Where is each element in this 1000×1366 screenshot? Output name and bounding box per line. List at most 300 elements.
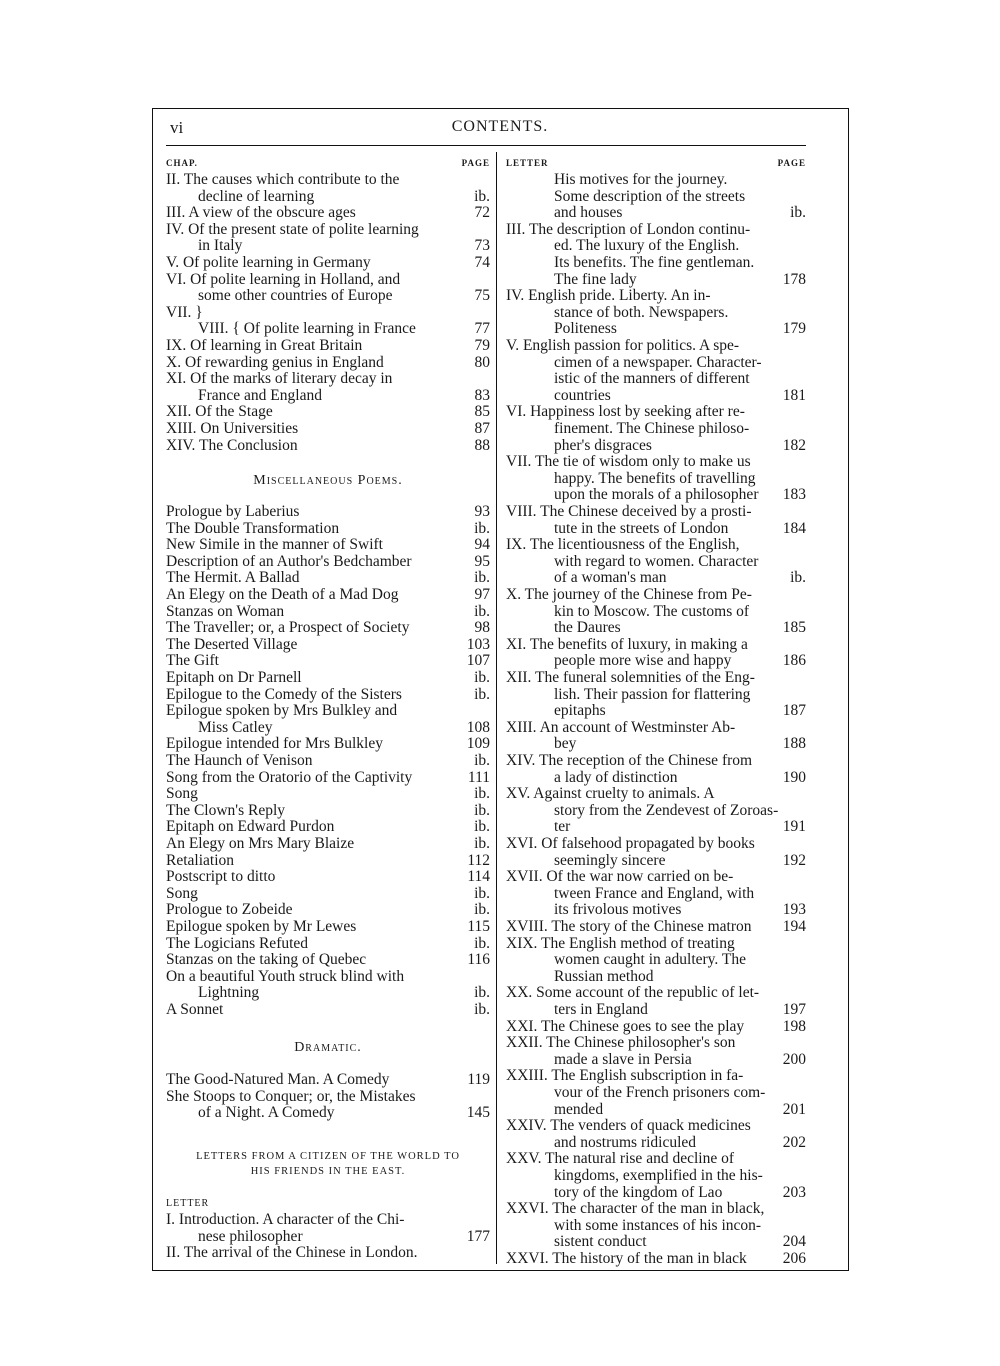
toc-entry-text: cimen of a newspaper. Character- bbox=[554, 353, 762, 371]
toc-entry-text: XVIII. The story of the Chinese matron bbox=[506, 918, 752, 935]
toc-entry-text: Its benefits. The fine gentleman. bbox=[554, 253, 755, 271]
toc-entry-line bbox=[166, 1089, 490, 1106]
toc-entry-text: The fine lady bbox=[554, 270, 637, 288]
toc-entry-line bbox=[166, 985, 490, 1002]
toc-entry bbox=[166, 1245, 490, 1262]
toc-entry-text: Miss Catley bbox=[198, 718, 273, 736]
toc-entry-text: VIII. { Of polite learning in France bbox=[198, 320, 416, 338]
toc-entry bbox=[166, 753, 490, 770]
toc-entry-text: V. English passion for politics. A spe- bbox=[506, 337, 740, 354]
toc-entry-line bbox=[166, 637, 490, 654]
toc-entry-line bbox=[506, 438, 806, 455]
toc-entry-line bbox=[506, 189, 806, 206]
letters-heading-2: HIS FRIENDS IN THE EAST. bbox=[250, 1166, 406, 1177]
toc-entry-text: Song bbox=[166, 884, 198, 902]
toc-entry-line bbox=[166, 504, 490, 521]
toc-entry-line bbox=[166, 1245, 490, 1262]
toc-entry-line bbox=[506, 952, 806, 969]
toc-entry-text: Politeness bbox=[554, 320, 617, 338]
toc-page-number: 112 bbox=[467, 851, 490, 869]
toc-entry-line bbox=[506, 504, 806, 521]
toc-page-number: 179 bbox=[782, 320, 806, 338]
toc-entry-line bbox=[166, 255, 490, 272]
toc-entry-text: ters in England bbox=[554, 1000, 648, 1018]
toc-entry-text: The Hermit. A Ballad bbox=[166, 569, 300, 587]
toc-entry-line bbox=[166, 902, 490, 919]
toc-page-number: 204 bbox=[782, 1233, 806, 1251]
toc-entry bbox=[166, 1002, 490, 1019]
toc-entry-line bbox=[506, 521, 806, 538]
toc-entry-text: VII. } bbox=[166, 303, 203, 321]
toc-entry-line bbox=[166, 1072, 490, 1089]
toc-entry-line bbox=[506, 786, 806, 803]
toc-entry-text: The Logicians Refuted bbox=[166, 934, 309, 952]
letter-label-right: LETTER bbox=[506, 158, 549, 168]
toc-entry-text: Prologue to Zobeide bbox=[166, 901, 293, 919]
toc-entry-line bbox=[166, 620, 490, 637]
toc-page-number: 185 bbox=[782, 619, 806, 637]
toc-entry-text: Some description of the streets bbox=[554, 187, 746, 205]
toc-entry-text: II. The arrival of the Chinese in London. bbox=[166, 1244, 418, 1262]
toc-entry-text: XXV. The natural rise and decline of bbox=[506, 1150, 734, 1168]
toc-entry-line bbox=[506, 753, 806, 770]
toc-page-number: 109 bbox=[466, 735, 490, 753]
toc-entry-line bbox=[506, 1135, 806, 1152]
toc-page-number: 107 bbox=[466, 652, 490, 670]
toc-entry-line bbox=[506, 819, 806, 836]
toc-entry bbox=[166, 255, 490, 272]
toc-entry-text: kin to Moscow. The customs of bbox=[554, 602, 750, 620]
toc-entry-line bbox=[166, 803, 490, 820]
toc-entry-line bbox=[166, 189, 490, 206]
toc-page-number: 87 bbox=[474, 420, 490, 437]
toc-entry bbox=[166, 554, 490, 571]
toc-entry bbox=[506, 869, 806, 919]
toc-entry bbox=[166, 653, 490, 670]
toc-entry-line bbox=[506, 1168, 806, 1185]
page-number: vi bbox=[170, 118, 184, 137]
toc-entry-line bbox=[166, 570, 490, 587]
right-column bbox=[506, 0, 806, 1366]
toc-entry-line bbox=[506, 919, 806, 936]
toc-entry-text: The Traveller; or, a Prospect of Society bbox=[166, 619, 410, 637]
toc-entry-text: people more wise and happy bbox=[554, 652, 732, 670]
toc-page-number: ib. bbox=[474, 818, 490, 836]
toc-entry-line bbox=[506, 1118, 806, 1135]
toc-entry-text: Postscript to ditto bbox=[166, 868, 276, 886]
toc-entry-text: women caught in adultery. The bbox=[554, 951, 746, 969]
toc-page-number: 108 bbox=[466, 718, 490, 736]
toc-entry bbox=[506, 404, 806, 454]
toc-entry-text: IV. English pride. Liberty. An in- bbox=[506, 287, 711, 305]
toc-entry bbox=[166, 438, 490, 455]
toc-entry-text: XX. Some account of the republic of let- bbox=[506, 984, 760, 1002]
toc-entry bbox=[166, 819, 490, 836]
toc-page-number: ib. bbox=[474, 519, 490, 537]
toc-entry-line bbox=[166, 919, 490, 936]
toc-entry-text: II. The causes which contribute to the bbox=[166, 171, 400, 188]
toc-entry-text: some other countries of Europe bbox=[198, 287, 393, 305]
toc-entry-line bbox=[506, 1102, 806, 1119]
toc-entry-text: VII. The tie of wisdom only to make us bbox=[506, 453, 751, 471]
left-border bbox=[152, 108, 153, 1270]
toc-page-number: ib. bbox=[474, 984, 490, 1002]
page-label-right: PAGE bbox=[777, 158, 806, 168]
toc-entry bbox=[166, 952, 490, 969]
toc-entry bbox=[506, 1019, 806, 1036]
toc-page-number: 203 bbox=[782, 1183, 806, 1201]
chap-label: CHAP. bbox=[166, 158, 198, 168]
toc-entry-line bbox=[506, 471, 806, 488]
toc-entry bbox=[166, 521, 490, 538]
toc-entry bbox=[166, 786, 490, 803]
toc-entry bbox=[506, 454, 806, 504]
toc-page-number: 75 bbox=[474, 287, 490, 305]
toc-entry-text: pher's disgraces bbox=[554, 436, 652, 454]
toc-page-number: ib. bbox=[474, 187, 490, 205]
toc-page-number: ib. bbox=[474, 669, 490, 686]
toc-entry-line bbox=[506, 902, 806, 919]
toc-entry bbox=[166, 620, 490, 637]
toc-entry-line bbox=[166, 205, 490, 222]
toc-entry-line bbox=[506, 255, 806, 272]
toc-entry bbox=[506, 936, 806, 986]
toc-entry-line bbox=[506, 703, 806, 720]
toc-entry-text: XII. The funeral solemnities of the Eng- bbox=[506, 669, 755, 686]
toc-entry bbox=[166, 687, 490, 704]
toc-entry-line bbox=[506, 222, 806, 239]
toc-entry bbox=[506, 1068, 806, 1118]
toc-page-number: 74 bbox=[474, 254, 490, 271]
toc-entry-line bbox=[506, 853, 806, 870]
toc-entry-text: VI. Of polite learning in Holland, and bbox=[166, 270, 401, 288]
toc-entry-text: tween France and England, with bbox=[554, 884, 755, 902]
toc-entry-line bbox=[506, 587, 806, 604]
toc-entry-text: X. The journey of the Chinese from Pe- bbox=[506, 586, 752, 603]
toc-entry bbox=[506, 172, 806, 222]
toc-entry-line bbox=[506, 720, 806, 737]
toc-entry-text: XIII. On Universities bbox=[166, 420, 299, 437]
toc-page-number: 116 bbox=[467, 951, 490, 969]
toc-entry-text: XXVI. The character of the man in black, bbox=[506, 1200, 765, 1218]
toc-page-number: 178 bbox=[782, 270, 806, 288]
toc-entry bbox=[166, 305, 490, 338]
toc-entry bbox=[166, 936, 490, 953]
toc-page-number: 193 bbox=[782, 901, 806, 919]
toc-page-number: 119 bbox=[467, 1071, 490, 1088]
toc-entry-text: An Elegy on the Death of a Mad Dog bbox=[166, 586, 399, 603]
toc-entry-line bbox=[506, 936, 806, 953]
toc-entry-line bbox=[166, 952, 490, 969]
toc-entry-text: The Haunch of Venison bbox=[166, 752, 313, 769]
toc-entry-text: Song from the Oratorio of the Captivity bbox=[166, 768, 413, 786]
toc-entry bbox=[166, 1089, 490, 1122]
toc-entry-line bbox=[166, 537, 490, 554]
toc-entry-line bbox=[506, 687, 806, 704]
toc-entry-text: Russian method bbox=[554, 967, 654, 985]
toc-entry-text: The Double Transformation bbox=[166, 519, 340, 537]
toc-page-number: 183 bbox=[782, 486, 806, 504]
toc-entry bbox=[506, 753, 806, 786]
toc-entry bbox=[166, 205, 490, 222]
toc-entry-text: kingdoms, exemplified in the his- bbox=[554, 1166, 763, 1184]
toc-entry-line bbox=[166, 969, 490, 986]
toc-entry-text: Epilogue to the Comedy of the Sisters bbox=[166, 685, 402, 703]
toc-entry-text: Epitaph on Dr Parnell bbox=[166, 669, 302, 686]
toc-entry-text: The Deserted Village bbox=[166, 635, 298, 653]
toc-entry bbox=[166, 355, 490, 372]
page-title: CONTENTS. bbox=[451, 118, 549, 135]
toc-entry-line bbox=[506, 886, 806, 903]
toc-entry-text: V. Of polite learning in Germany bbox=[166, 254, 371, 271]
toc-entry bbox=[166, 853, 490, 870]
toc-entry-text: Epitaph on Edward Purdon bbox=[166, 818, 335, 836]
toc-entry bbox=[166, 172, 490, 205]
toc-entry-text: nese philosopher bbox=[198, 1227, 303, 1245]
toc-entry-line bbox=[166, 272, 490, 289]
toc-entry-line bbox=[506, 338, 806, 355]
toc-page-number: ib. bbox=[474, 752, 490, 769]
toc-page-number: 177 bbox=[466, 1227, 490, 1245]
toc-page-number: ib. bbox=[474, 901, 490, 919]
toc-entry bbox=[506, 836, 806, 869]
toc-entry-text: XVI. Of falsehood propagated by books bbox=[506, 835, 755, 852]
toc-entry-line bbox=[506, 653, 806, 670]
toc-entry bbox=[166, 404, 490, 421]
toc-entry-text: in Italy bbox=[198, 237, 243, 255]
toc-entry-text: His motives for the journey. bbox=[554, 171, 728, 188]
toc-entry bbox=[506, 288, 806, 338]
toc-entry-line bbox=[166, 720, 490, 737]
toc-entry-text: ed. The luxury of the English. bbox=[554, 237, 740, 255]
toc-entry-line bbox=[166, 222, 490, 239]
toc-entry-line bbox=[506, 604, 806, 621]
toc-entry-line bbox=[506, 969, 806, 986]
toc-entry-text: a lady of distinction bbox=[554, 768, 678, 786]
toc-entry-line bbox=[166, 687, 490, 704]
toc-entry bbox=[506, 338, 806, 404]
toc-entry bbox=[506, 504, 806, 537]
toc-entry-text: IX. The licentiousness of the English, bbox=[506, 536, 740, 554]
toc-entry bbox=[166, 421, 490, 438]
toc-entry-text: XXII. The Chinese philosopher's son bbox=[506, 1034, 736, 1052]
toc-entry-text: XXIV. The venders of quack medicines bbox=[506, 1117, 751, 1135]
toc-entry-text: IX. Of learning in Great Britain bbox=[166, 337, 363, 354]
toc-entry-line bbox=[166, 355, 490, 372]
toc-entry-text: upon the morals of a philosopher bbox=[554, 486, 759, 504]
toc-entry-line bbox=[506, 1002, 806, 1019]
toc-entry-text: finement. The Chinese philoso- bbox=[554, 419, 750, 437]
toc-entry bbox=[166, 338, 490, 355]
toc-entry-line bbox=[506, 238, 806, 255]
toc-entry-line bbox=[506, 770, 806, 787]
toc-entry-text: made a slave in Persia bbox=[554, 1050, 692, 1068]
toc-entry-text: its frivolous motives bbox=[554, 901, 682, 919]
toc-page-number: ib. bbox=[474, 602, 490, 620]
toc-entry bbox=[506, 670, 806, 720]
toc-entry-text: XI. Of the marks of literary decay in bbox=[166, 370, 393, 388]
toc-entry bbox=[506, 1118, 806, 1151]
right-border bbox=[848, 108, 849, 1270]
toc-entry bbox=[506, 985, 806, 1018]
toc-entry-text: Prologue by Laberius bbox=[166, 503, 300, 520]
toc-entry bbox=[166, 587, 490, 604]
toc-entry-line bbox=[166, 786, 490, 803]
toc-page-number: 103 bbox=[466, 635, 490, 653]
toc-page-number: 192 bbox=[782, 851, 806, 869]
toc-entry-line bbox=[166, 404, 490, 421]
toc-page-number: 191 bbox=[782, 818, 806, 836]
toc-entry-text: the Daures bbox=[554, 619, 621, 637]
toc-entry-text: lish. Their passion for flattering bbox=[554, 685, 751, 703]
toc-entry-text: Stanzas on the taking of Quebec bbox=[166, 951, 367, 969]
toc-page-number: ib. bbox=[474, 934, 490, 952]
toc-page-number: 186 bbox=[782, 652, 806, 670]
toc-entry-line bbox=[506, 1201, 806, 1218]
toc-entry-text: XII. Of the Stage bbox=[166, 403, 273, 421]
toc-entry-line bbox=[166, 1212, 490, 1229]
toc-entry-text: An Elegy on Mrs Mary Blaize bbox=[166, 835, 355, 852]
toc-page-number: 190 bbox=[782, 768, 806, 786]
toc-page-number: 114 bbox=[467, 868, 490, 886]
toc-entry-line bbox=[166, 371, 490, 388]
toc-page-number: ib. bbox=[474, 1001, 490, 1018]
toc-entry-line bbox=[506, 1019, 806, 1036]
toc-page-number: 206 bbox=[782, 1250, 806, 1267]
toc-entry-text: with regard to women. Character bbox=[554, 552, 759, 570]
toc-entry-text: ter bbox=[554, 818, 571, 836]
toc-entry-text: Epilogue spoken by Mr Lewes bbox=[166, 918, 357, 935]
toc-entry-line bbox=[166, 670, 490, 687]
toc-entry-line bbox=[506, 305, 806, 322]
toc-page-number: 181 bbox=[782, 386, 806, 404]
toc-entry-text: XI. The benefits of luxury, in making a bbox=[506, 635, 748, 653]
toc-entry-text: XXI. The Chinese goes to see the play bbox=[506, 1017, 745, 1035]
toc-entry-line bbox=[506, 272, 806, 289]
toc-page-number: ib. bbox=[474, 569, 490, 587]
toc-entry-line bbox=[166, 554, 490, 571]
toc-entry-line bbox=[506, 803, 806, 820]
toc-entry-text: of a Night. A Comedy bbox=[198, 1104, 335, 1122]
toc-entry-text: XIV. The Conclusion bbox=[166, 436, 298, 454]
toc-entry-text: France and England bbox=[198, 386, 322, 404]
toc-page-number: ib. bbox=[474, 835, 490, 852]
toc-entry-line bbox=[506, 421, 806, 438]
toc-entry-text: XIX. The English method of treating bbox=[506, 934, 735, 952]
toc-entry-line bbox=[506, 1234, 806, 1251]
toc-entry-text: Description of an Author's Bedchamber bbox=[166, 552, 412, 570]
toc-entry bbox=[506, 919, 806, 936]
toc-entry-text: The Good-Natured Man. A Comedy bbox=[166, 1071, 390, 1088]
toc-page-number: 72 bbox=[474, 204, 490, 222]
toc-entry-line bbox=[166, 521, 490, 538]
toc-page-number: 94 bbox=[474, 536, 490, 554]
toc-page-number: ib. bbox=[790, 569, 806, 587]
toc-entry-line bbox=[166, 388, 490, 405]
toc-entry bbox=[166, 703, 490, 736]
toc-page-number: 80 bbox=[474, 353, 490, 371]
toc-entry-text: The Gift bbox=[166, 652, 219, 670]
toc-entry-line bbox=[166, 753, 490, 770]
toc-entry-text: Stanzas on Woman bbox=[166, 602, 285, 620]
toc-entry-line bbox=[166, 1229, 490, 1246]
toc-entry-line bbox=[506, 388, 806, 405]
toc-page-number: 85 bbox=[474, 403, 490, 421]
toc-entry bbox=[166, 1212, 490, 1245]
toc-entry-line bbox=[166, 172, 490, 189]
toc-page-number: 95 bbox=[474, 552, 490, 570]
toc-entry-line bbox=[506, 1068, 806, 1085]
toc-entry bbox=[166, 504, 490, 521]
toc-entry-line bbox=[506, 172, 806, 189]
toc-entry-text: XVII. Of the war now carried on be- bbox=[506, 868, 734, 886]
toc-entry-line bbox=[166, 305, 490, 322]
toc-entry-text: The Clown's Reply bbox=[166, 801, 286, 819]
toc-page-number: ib. bbox=[474, 685, 490, 703]
toc-page-number: 73 bbox=[474, 237, 490, 255]
toc-entry-text: vour of the French prisoners com- bbox=[554, 1083, 766, 1101]
toc-entry-line bbox=[506, 637, 806, 654]
toc-entry-line bbox=[166, 886, 490, 903]
toc-entry-text: XXVI. The history of the man in black bbox=[506, 1250, 747, 1267]
toc-page-number: 202 bbox=[782, 1133, 806, 1151]
toc-entry-text: IV. Of the present state of polite learning bbox=[166, 220, 419, 238]
toc-entry-line bbox=[166, 321, 490, 338]
toc-page-number: 88 bbox=[474, 436, 490, 454]
toc-entry-line bbox=[506, 1218, 806, 1235]
toc-entry-line bbox=[506, 454, 806, 471]
toc-entry bbox=[506, 786, 806, 836]
toc-entry bbox=[506, 720, 806, 753]
page-label-left: PAGE bbox=[461, 158, 490, 168]
toc-entry-text: bey bbox=[554, 735, 577, 753]
toc-entry bbox=[166, 803, 490, 820]
toc-entry-text: III. A view of the obscure ages bbox=[166, 204, 356, 222]
toc-entry bbox=[506, 587, 806, 637]
toc-entry bbox=[506, 222, 806, 288]
toc-entry bbox=[506, 1035, 806, 1068]
toc-entry-text: XXIII. The English subscription in fa- bbox=[506, 1067, 744, 1085]
toc-entry-text: XIV. The reception of the Chinese from bbox=[506, 752, 753, 769]
toc-entry bbox=[166, 736, 490, 753]
toc-entry-text: XIII. An account of Westminster Ab- bbox=[506, 718, 736, 736]
toc-entry-line bbox=[506, 1185, 806, 1202]
toc-entry bbox=[166, 537, 490, 554]
toc-entry-text: I. Introduction. A character of the Chi- bbox=[166, 1211, 405, 1228]
toc-entry bbox=[506, 1151, 806, 1201]
toc-page-number: ib. bbox=[790, 204, 806, 222]
toc-entry bbox=[166, 222, 490, 255]
toc-page-number: 83 bbox=[474, 386, 490, 404]
toc-entry-text: Song bbox=[166, 785, 198, 803]
toc-entry-line bbox=[166, 869, 490, 886]
toc-entry-line bbox=[166, 604, 490, 621]
toc-entry-text: Retaliation bbox=[166, 851, 235, 869]
toc-page-number: 115 bbox=[467, 918, 490, 935]
toc-page-number: 188 bbox=[782, 735, 806, 753]
toc-entry-line bbox=[166, 421, 490, 438]
toc-page-number: 145 bbox=[466, 1104, 490, 1122]
toc-page-number: 187 bbox=[782, 702, 806, 720]
toc-entry-line bbox=[506, 487, 806, 504]
toc-entry-line bbox=[506, 355, 806, 372]
toc-page-number: 182 bbox=[782, 436, 806, 454]
toc-entry bbox=[166, 272, 490, 305]
toc-entry bbox=[166, 869, 490, 886]
toc-page-number: 184 bbox=[782, 519, 806, 537]
toc-entry-line bbox=[166, 770, 490, 787]
toc-entry-line bbox=[506, 1035, 806, 1052]
